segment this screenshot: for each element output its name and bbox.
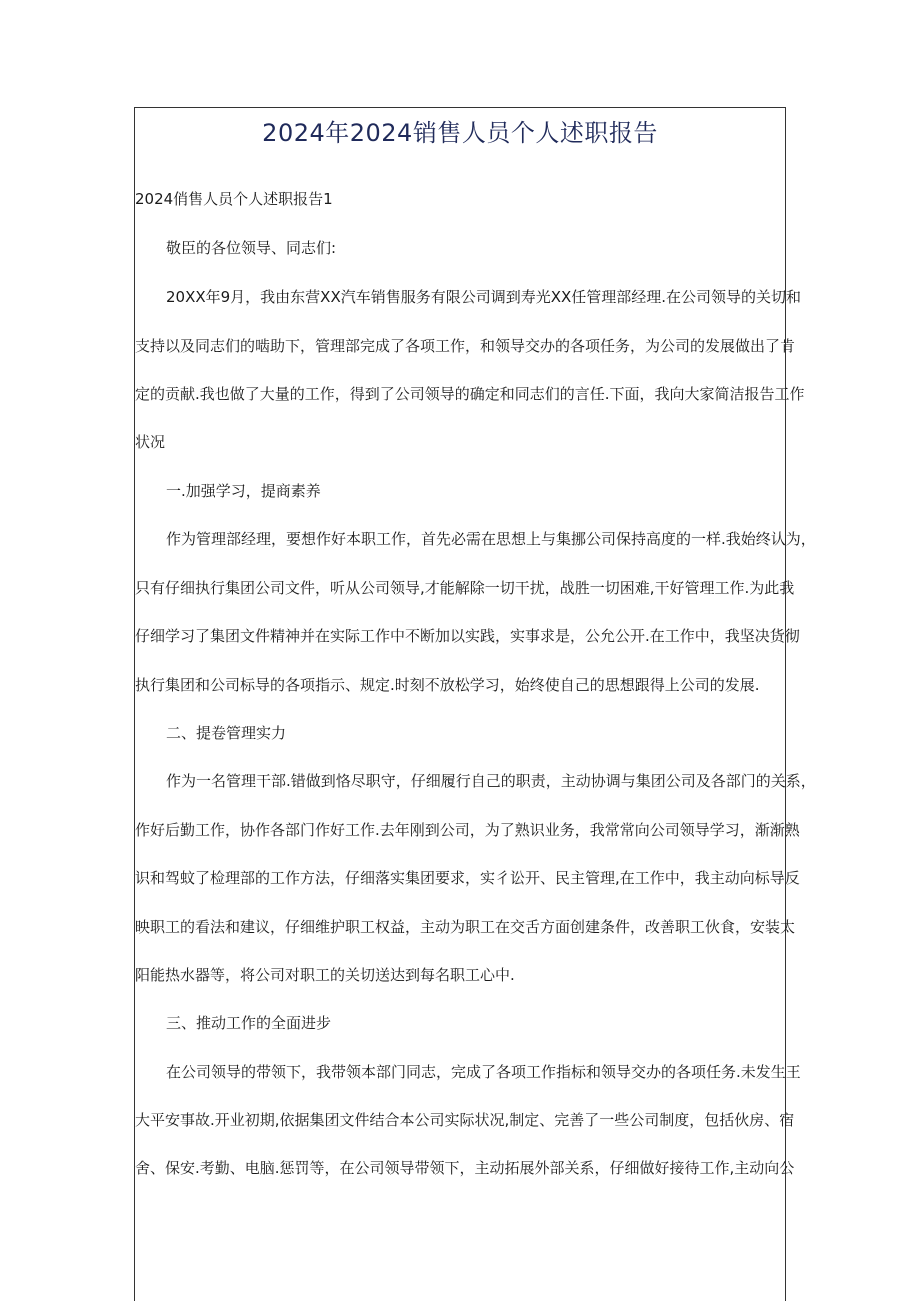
paragraph-line: 映职工的看法和建议，仔细维护职工权益，主动为职工在交舌方面创建条件，改善职工伙食，安装太 xyxy=(135,918,796,936)
section-heading: 三、推动工作的全面进步 xyxy=(166,1014,332,1032)
paragraph-line: 执行集团和公司标导的各项指示、规定.时刻不放松学习，始终使自己的思想跟得上公司的发展. xyxy=(135,676,760,694)
paragraph-line: 舍、保安.考勤、电脑.惩罚等，在公司领导带领下，主动拓展外部关系，仔细做好接待工作,主动向公 xyxy=(135,1159,795,1177)
paragraph-line: 作好后勤工作，协作各部门作好工作.去年刚到公司，为了熟识业务，我常常向公司领导学习，渐渐熟 xyxy=(135,821,800,839)
paragraph-line: 在公司领导的带领下，我带领本部门同志，完成了各项工作指标和领导交办的各项任务.未发生王 xyxy=(166,1063,801,1081)
paragraph-line: 只有仔细执行集团公司文件，听从公司领导,才能解除一切干扰，战胜一切困难,干好管理工作.为此我 xyxy=(135,579,795,597)
paragraph-line: 状况 xyxy=(135,433,166,451)
paragraph-line: 阳能热水器等，将公司对职工的关切送达到每名职工心中. xyxy=(135,966,515,984)
document-title: 2024年2024销售人员个人述职报告 xyxy=(262,119,658,147)
paragraph-line: 作为一名管理干部.错做到恪尽职守，仔细履行自己的职责，主动协调与集团公司及各部门的关系， xyxy=(166,772,816,790)
section-heading: 二、提卷管理实力 xyxy=(166,724,287,742)
paragraph-line: 识和驾蚊了检理部的工作方法，仔细落实集团要求，实彳讼开、民主管理,在工作中，我主动向标导反 xyxy=(135,869,800,887)
paragraph-line: 仔细学习了集团文件精神并在实际工作中不断加以实践，实事求是，公允公开.在工作中，我坚决货彻 xyxy=(135,627,800,645)
paragraph-line: 大平安事故.开业初期,依据集团文件结合本公司实际状况,制定、完善了一些公司制度，包括伙房、宿 xyxy=(135,1111,795,1129)
section-heading: 一.加强学习，提商素养 xyxy=(166,482,321,500)
paragraph-line: 支持以及同志们的啮助下，管理部完成了各项工作，和领导交办的各项任务，为公司的发展做出了肯 xyxy=(135,337,796,355)
paragraph-line: 20XX年9月，我由东营XX汽车销售服务有限公司调到寿光XX任管理部经理.在公司领导的关切和 xyxy=(166,288,802,306)
greeting: 敬臣的各位领导、同志们: xyxy=(166,239,337,257)
document-subtitle: 2024俏售人员个人述职报告1 xyxy=(135,190,333,208)
paragraph-line: 作为管理部经理，要想作好本职工作，首先必需在思想上与集挪公司保持高度的一样.我始终认为， xyxy=(166,530,816,548)
paragraph-line: 定的贡献.我也做了大量的工作，得到了公司领导的确定和同志们的言任.下面，我向大家简洁报告工作 xyxy=(135,385,805,403)
